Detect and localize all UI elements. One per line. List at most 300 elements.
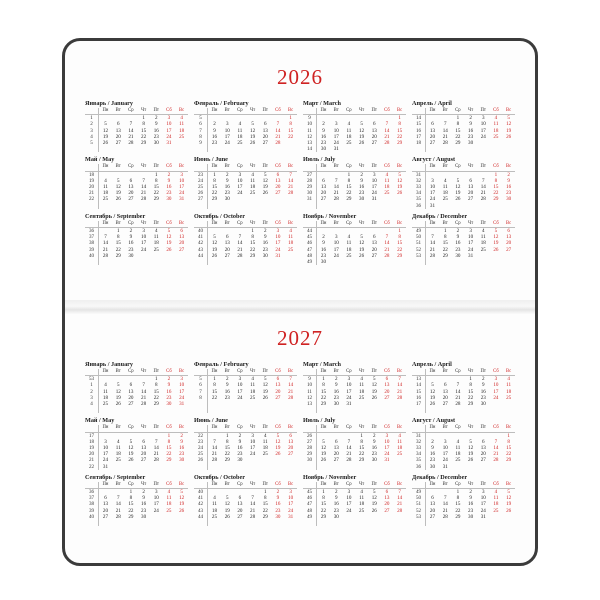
day-cell[interactable]: 17 — [224, 133, 230, 140]
day-cell[interactable]: 4 — [398, 432, 401, 439]
day-cell[interactable]: 14 — [333, 184, 339, 191]
day-cell[interactable]: 15 — [288, 127, 294, 134]
day-cell[interactable]: 9 — [322, 127, 325, 134]
day-cell[interactable]: 2 — [180, 432, 183, 439]
day-cell[interactable]: 13 — [429, 501, 436, 508]
day-cell[interactable]: 11 — [115, 445, 121, 452]
day-cell[interactable]: 8 — [251, 234, 254, 241]
day-cell[interactable]: 11 — [442, 184, 448, 191]
day-cell[interactable]: 17 — [429, 190, 436, 197]
day-cell[interactable]: 22 — [455, 507, 461, 514]
day-cell[interactable]: 15 — [468, 388, 474, 395]
day-cell[interactable]: 16 — [153, 127, 159, 134]
day-cell[interactable]: 6 — [372, 234, 376, 241]
day-cell[interactable]: 21 — [275, 133, 281, 140]
day-cell[interactable]: 17 — [141, 240, 147, 247]
day-cell[interactable]: 29 — [128, 513, 134, 520]
day-cell[interactable]: 4 — [251, 376, 254, 383]
day-cell[interactable]: 1 — [289, 115, 292, 122]
day-cell[interactable]: 18 — [166, 501, 172, 508]
day-cell[interactable]: 23 — [224, 394, 230, 401]
day-cell[interactable]: 3 — [481, 115, 485, 122]
day-cell[interactable]: 29 — [262, 513, 268, 520]
day-cell[interactable]: 15 — [320, 501, 327, 508]
day-cell[interactable]: 14 — [211, 445, 218, 452]
day-cell[interactable]: 29 — [250, 252, 256, 259]
day-cell[interactable]: 29 — [141, 140, 147, 147]
day-cell[interactable]: 4 — [443, 177, 447, 184]
day-cell[interactable]: 21 — [480, 190, 486, 197]
day-cell[interactable]: 20 — [333, 451, 339, 458]
day-cell[interactable]: 26 — [275, 451, 281, 458]
day-cell[interactable]: 16 — [224, 184, 230, 191]
day-cell[interactable]: 6 — [385, 376, 389, 383]
day-cell[interactable]: 6 — [225, 234, 229, 241]
day-cell[interactable]: 25 — [384, 190, 390, 197]
day-cell[interactable]: 28 — [275, 140, 281, 147]
day-cell[interactable]: 28 — [141, 196, 147, 203]
day-cell[interactable]: 8 — [507, 438, 510, 445]
day-cell[interactable]: 22 — [153, 190, 159, 197]
day-cell[interactable]: 26 — [115, 401, 121, 408]
day-cell[interactable]: 27 — [442, 401, 448, 408]
day-cell[interactable]: 11 — [346, 240, 352, 247]
day-cell[interactable]: 16 — [333, 388, 339, 395]
day-cell[interactable]: 2 — [469, 489, 472, 496]
day-cell[interactable]: 9 — [360, 177, 363, 184]
day-cell[interactable]: 6 — [276, 171, 280, 178]
day-cell[interactable]: 21 — [397, 388, 403, 395]
day-cell[interactable]: 5 — [116, 177, 120, 184]
day-cell[interactable]: 28 — [480, 196, 486, 203]
day-cell[interactable]: 27 — [141, 457, 147, 464]
day-cell[interactable]: 6 — [276, 376, 280, 383]
day-cell[interactable]: 27 — [429, 513, 436, 520]
day-cell[interactable]: 30 — [480, 401, 486, 408]
day-cell[interactable]: 28 — [442, 140, 448, 147]
day-cell[interactable]: 25 — [397, 451, 403, 458]
day-cell[interactable]: 8 — [398, 234, 401, 241]
day-cell[interactable]: 1 — [469, 376, 472, 383]
day-cell[interactable]: 20 — [128, 190, 134, 197]
day-cell[interactable]: 13 — [468, 184, 474, 191]
day-cell[interactable]: 6 — [469, 177, 472, 184]
day-cell[interactable]: 3 — [276, 228, 280, 235]
day-cell[interactable]: 23 — [237, 451, 243, 458]
day-cell[interactable]: 2 — [263, 228, 267, 235]
day-cell[interactable]: 9 — [334, 382, 338, 389]
day-cell[interactable]: 30 — [333, 401, 339, 408]
day-cell[interactable]: 10 — [468, 234, 474, 241]
day-cell[interactable]: 15 — [141, 127, 147, 134]
day-cell[interactable]: 16 — [333, 501, 339, 508]
day-cell[interactable]: 28 — [288, 394, 294, 401]
day-cell[interactable]: 4 — [238, 121, 242, 128]
day-cell[interactable]: 17 — [237, 184, 243, 191]
day-cell[interactable]: 10 — [493, 382, 499, 389]
day-cell[interactable]: 13 — [384, 382, 390, 389]
day-cell[interactable]: 1 — [398, 228, 401, 235]
day-cell[interactable]: 29 — [166, 457, 172, 464]
day-cell[interactable]: 8 — [154, 382, 158, 389]
day-cell[interactable]: 1 — [116, 228, 120, 235]
day-cell[interactable]: 16 — [320, 246, 327, 253]
day-cell[interactable]: 14 — [384, 127, 390, 134]
day-cell[interactable]: 6 — [507, 228, 510, 235]
day-cell[interactable]: 7 — [154, 438, 158, 445]
day-cell[interactable]: 5 — [431, 382, 434, 389]
day-cell[interactable]: 5 — [263, 376, 267, 383]
day-cell[interactable]: 27 — [384, 507, 390, 514]
day-cell[interactable]: 15 — [397, 240, 403, 247]
day-cell[interactable]: 4 — [104, 177, 107, 184]
day-cell[interactable]: 8 — [225, 438, 229, 445]
day-cell[interactable]: 1 — [398, 115, 401, 122]
day-cell[interactable]: 2 — [129, 228, 133, 235]
day-cell[interactable]: 19 — [262, 388, 268, 395]
day-cell[interactable]: 18 — [455, 451, 461, 458]
day-cell[interactable]: 7 — [494, 438, 498, 445]
day-cell[interactable]: 23 — [455, 246, 461, 253]
day-cell[interactable]: 24 — [493, 394, 499, 401]
day-cell[interactable]: 17 — [333, 133, 339, 140]
day-cell[interactable]: 21 — [346, 451, 352, 458]
day-cell[interactable]: 28 — [237, 252, 243, 259]
day-cell[interactable]: 10 — [333, 127, 339, 134]
day-cell[interactable]: 11 — [359, 382, 365, 389]
day-cell[interactable]: 3 — [225, 121, 229, 128]
day-cell[interactable]: 2 — [225, 376, 229, 383]
day-cell[interactable]: 5 — [372, 489, 376, 496]
day-cell[interactable]: 17 — [480, 501, 486, 508]
day-cell[interactable]: 21 — [429, 246, 436, 253]
day-cell[interactable]: 16 — [320, 133, 327, 140]
day-cell[interactable]: 26 — [371, 507, 377, 514]
day-cell[interactable]: 4 — [507, 376, 510, 383]
day-cell[interactable]: 4 — [360, 489, 363, 496]
day-cell[interactable]: 25 — [506, 394, 512, 401]
day-cell[interactable]: 18 — [359, 501, 365, 508]
day-cell[interactable]: 30 — [320, 146, 327, 153]
day-cell[interactable]: 22 — [262, 507, 268, 514]
day-cell[interactable]: 31 — [166, 140, 172, 147]
day-cell[interactable]: 13 — [275, 382, 281, 389]
day-cell[interactable]: 31 — [468, 252, 474, 259]
day-cell[interactable]: 15 — [128, 501, 134, 508]
day-cell[interactable]: 12 — [506, 121, 512, 128]
day-cell[interactable]: 14 — [346, 445, 352, 452]
day-cell[interactable]: 8 — [360, 438, 363, 445]
day-cell[interactable]: 28 — [128, 140, 134, 147]
day-cell[interactable]: 20 — [371, 133, 377, 140]
day-cell[interactable]: 19 — [359, 133, 365, 140]
day-cell[interactable]: 26 — [250, 140, 256, 147]
day-cell[interactable]: 14 — [397, 495, 403, 502]
day-cell[interactable]: 3 — [469, 228, 472, 235]
day-cell[interactable]: 16 — [429, 451, 436, 458]
day-cell[interactable]: 18 — [359, 388, 365, 395]
day-cell[interactable]: 17 — [237, 388, 243, 395]
day-cell[interactable]: 3 — [167, 115, 171, 122]
day-cell[interactable]: 20 — [224, 246, 230, 253]
day-cell[interactable]: 14 — [493, 445, 499, 452]
day-cell[interactable]: 24 — [275, 246, 281, 253]
day-cell[interactable]: 5 — [398, 171, 401, 178]
day-cell[interactable]: 3 — [443, 438, 447, 445]
day-cell[interactable]: 10 — [346, 382, 352, 389]
day-cell[interactable]: 6 — [372, 121, 376, 128]
day-cell[interactable]: 17 — [250, 445, 256, 452]
day-cell[interactable]: 19 — [506, 501, 512, 508]
day-cell[interactable]: 7 — [443, 121, 447, 128]
day-cell[interactable]: 21 — [397, 501, 403, 508]
day-cell[interactable]: 18 — [211, 507, 218, 514]
day-cell[interactable]: 6 — [431, 495, 434, 502]
day-cell[interactable]: 11 — [262, 438, 268, 445]
day-cell[interactable]: 1 — [456, 489, 460, 496]
day-cell[interactable]: 5 — [322, 438, 325, 445]
day-cell[interactable]: 26 — [397, 190, 403, 197]
day-cell[interactable]: 21 — [102, 246, 109, 253]
day-cell[interactable]: 22 — [397, 246, 403, 253]
day-cell[interactable]: 21 — [237, 246, 243, 253]
day-cell[interactable]: 7 — [276, 121, 280, 128]
day-cell[interactable]: 15 — [359, 445, 365, 452]
day-cell[interactable]: 12 — [102, 127, 109, 134]
day-cell[interactable]: 1 — [347, 171, 351, 178]
day-cell[interactable]: 2 — [276, 489, 280, 496]
day-cell[interactable]: 8 — [347, 177, 351, 184]
day-cell[interactable]: 18 — [506, 388, 512, 395]
day-cell[interactable]: 15 — [455, 501, 461, 508]
day-cell[interactable]: 25 — [102, 401, 109, 408]
day-cell[interactable]: 21 — [333, 190, 339, 197]
day-cell[interactable]: 9 — [507, 177, 510, 184]
day-cell[interactable]: 23 — [320, 252, 327, 259]
day-cell[interactable]: 28 — [384, 252, 390, 259]
day-cell[interactable]: 17 — [153, 501, 159, 508]
day-cell[interactable]: 4 — [385, 171, 389, 178]
day-cell[interactable]: 26 — [468, 457, 474, 464]
day-cell[interactable]: 1 — [154, 376, 158, 383]
day-cell[interactable]: 21 — [455, 394, 461, 401]
day-cell[interactable]: 2 — [372, 432, 376, 439]
day-cell[interactable]: 4 — [167, 489, 171, 496]
day-cell[interactable]: 10 — [179, 382, 185, 389]
day-cell[interactable]: 25 — [493, 507, 499, 514]
day-cell[interactable]: 10 — [288, 495, 294, 502]
day-cell[interactable]: 1 — [225, 432, 229, 439]
day-cell[interactable]: 23 — [153, 133, 159, 140]
day-cell[interactable]: 9 — [167, 382, 171, 389]
day-cell[interactable]: 18 — [493, 501, 499, 508]
day-cell[interactable]: 4 — [213, 495, 216, 502]
day-cell[interactable]: 19 — [359, 246, 365, 253]
day-cell[interactable]: 11 — [506, 382, 512, 389]
day-cell[interactable]: 1 — [213, 171, 216, 178]
day-cell[interactable]: 12 — [262, 382, 268, 389]
day-cell[interactable]: 19 — [115, 190, 121, 197]
day-cell[interactable]: 7 — [334, 177, 338, 184]
day-cell[interactable]: 7 — [142, 382, 145, 389]
day-cell[interactable]: 8 — [142, 121, 145, 128]
day-cell[interactable]: 20 — [384, 388, 390, 395]
day-cell[interactable]: 5 — [360, 121, 363, 128]
day-cell[interactable]: 20 — [179, 240, 185, 247]
day-cell[interactable]: 24 — [346, 507, 352, 514]
day-cell[interactable]: 12 — [166, 234, 172, 241]
day-cell[interactable]: 5 — [116, 382, 120, 389]
day-cell[interactable]: 25 — [166, 507, 172, 514]
day-cell[interactable]: 5 — [251, 121, 254, 128]
day-cell[interactable]: 26 — [179, 507, 185, 514]
day-cell[interactable]: 4 — [104, 382, 107, 389]
day-cell[interactable]: 8 — [443, 234, 447, 241]
day-cell[interactable]: 7 — [104, 234, 107, 241]
day-cell[interactable]: 25 — [250, 394, 256, 401]
day-cell[interactable]: 14 — [442, 127, 448, 134]
day-cell[interactable]: 19 — [224, 507, 230, 514]
day-cell[interactable]: 7 — [481, 177, 485, 184]
day-cell[interactable]: 6 — [116, 121, 120, 128]
day-cell[interactable]: 12 — [211, 240, 218, 247]
day-cell[interactable]: 13 — [115, 127, 121, 134]
day-cell[interactable]: 12 — [250, 127, 256, 134]
day-cell[interactable]: 21 — [141, 190, 147, 197]
day-cell[interactable]: 5 — [263, 171, 267, 178]
day-cell[interactable]: 24 — [346, 394, 352, 401]
day-cell[interactable]: 2 — [238, 432, 242, 439]
day-cell[interactable]: 17 — [480, 127, 486, 134]
day-cell[interactable]: 11 — [384, 177, 390, 184]
day-cell[interactable]: 1 — [443, 228, 447, 235]
day-cell[interactable]: 28 — [102, 252, 109, 259]
day-cell[interactable]: 18 — [115, 451, 121, 458]
day-cell[interactable]: 15 — [320, 388, 327, 395]
day-cell[interactable]: 28 — [115, 513, 121, 520]
day-cell[interactable]: 12 — [371, 382, 377, 389]
day-cell[interactable]: 13 — [275, 177, 281, 184]
day-cell[interactable]: 13 — [429, 127, 436, 134]
day-cell[interactable]: 25 — [115, 457, 121, 464]
day-cell[interactable]: 19 — [397, 184, 403, 191]
day-cell[interactable]: 24 — [179, 190, 185, 197]
day-cell[interactable]: 1 — [507, 432, 510, 439]
day-cell[interactable]: 24 — [442, 457, 448, 464]
day-cell[interactable]: 29 — [320, 401, 327, 408]
day-cell[interactable]: 5 — [180, 489, 183, 496]
day-cell[interactable]: 13 — [371, 240, 377, 247]
day-cell[interactable]: 14 — [275, 127, 281, 134]
day-cell[interactable]: 26 — [493, 246, 499, 253]
day-cell[interactable]: 30 — [153, 140, 159, 147]
day-cell[interactable]: 27 — [384, 394, 390, 401]
day-cell[interactable]: 4 — [263, 432, 267, 439]
day-cell[interactable]: 29 — [442, 252, 448, 259]
day-cell[interactable]: 28 — [211, 457, 218, 464]
day-cell[interactable]: 16 — [237, 445, 243, 452]
day-cell[interactable]: 17 — [442, 451, 448, 458]
day-cell[interactable]: 13 — [262, 127, 268, 134]
day-cell[interactable]: 31 — [333, 146, 339, 153]
day-cell[interactable]: 6 — [322, 177, 325, 184]
day-cell[interactable]: 11 — [103, 388, 108, 395]
day-cell[interactable]: 23 — [224, 190, 230, 197]
day-cell[interactable]: 22 — [288, 133, 294, 140]
day-cell[interactable]: 9 — [213, 127, 216, 134]
day-cell[interactable]: 31 — [384, 457, 390, 464]
day-cell[interactable]: 30 — [468, 140, 474, 147]
day-cell[interactable]: 27 — [275, 394, 281, 401]
day-cell[interactable]: 20 — [371, 246, 377, 253]
day-cell[interactable]: 5 — [276, 432, 280, 439]
day-cell[interactable]: 4 — [154, 228, 158, 235]
day-cell[interactable]: 28 — [429, 252, 436, 259]
day-cell[interactable]: 25 — [237, 140, 243, 147]
day-cell[interactable]: 29 — [224, 457, 230, 464]
day-cell[interactable]: 10 — [224, 127, 230, 134]
day-cell[interactable]: 27 — [102, 513, 109, 520]
day-cell[interactable]: 29 — [468, 401, 474, 408]
day-cell[interactable]: 8 — [322, 495, 325, 502]
day-cell[interactable]: 23 — [141, 507, 147, 514]
day-cell[interactable]: 25 — [346, 140, 352, 147]
day-cell[interactable]: 27 — [179, 246, 185, 253]
day-cell[interactable]: 12 — [371, 495, 377, 502]
day-cell[interactable]: 30 — [262, 252, 268, 259]
day-cell[interactable]: 18 — [346, 246, 352, 253]
day-cell[interactable]: 24 — [468, 246, 474, 253]
day-cell[interactable]: 11 — [153, 234, 159, 241]
day-cell[interactable]: 2 — [322, 121, 325, 128]
day-cell[interactable]: 17 — [333, 246, 339, 253]
day-cell[interactable]: 9 — [238, 438, 242, 445]
day-cell[interactable]: 20 — [442, 394, 448, 401]
day-cell[interactable]: 19 — [275, 445, 281, 452]
day-cell[interactable]: 4 — [481, 228, 485, 235]
day-cell[interactable]: 18 — [102, 190, 109, 197]
day-cell[interactable]: 4 — [456, 438, 460, 445]
day-cell[interactable]: 12 — [115, 184, 121, 191]
day-cell[interactable]: 12 — [128, 445, 134, 452]
day-cell[interactable]: 25 — [442, 196, 448, 203]
day-cell[interactable]: 29 — [397, 252, 403, 259]
day-cell[interactable]: 25 — [153, 246, 159, 253]
day-cell[interactable]: 23 — [166, 394, 172, 401]
day-cell[interactable]: 5 — [167, 228, 171, 235]
day-cell[interactable]: 11 — [288, 234, 294, 241]
day-cell[interactable]: 23 — [333, 394, 339, 401]
day-cell[interactable]: 20 — [262, 133, 268, 140]
day-cell[interactable]: 17 — [166, 127, 172, 134]
day-cell[interactable]: 23 — [429, 457, 436, 464]
day-cell[interactable]: 14 — [250, 501, 256, 508]
day-cell[interactable]: 1 — [154, 171, 158, 178]
day-cell[interactable]: 18 — [153, 240, 159, 247]
day-cell[interactable]: 14 — [102, 240, 109, 247]
day-cell[interactable]: 15 — [397, 127, 403, 134]
day-cell[interactable]: 27 — [262, 140, 268, 147]
day-cell[interactable]: 5 — [129, 438, 133, 445]
day-cell[interactable]: 8 — [322, 382, 325, 389]
day-cell[interactable]: 22 — [506, 451, 512, 458]
day-cell[interactable]: 26 — [224, 513, 230, 520]
day-cell[interactable]: 6 — [334, 438, 338, 445]
day-cell[interactable]: 13 — [480, 445, 486, 452]
day-cell[interactable]: 20 — [468, 190, 474, 197]
day-cell[interactable]: 14 — [455, 388, 461, 395]
day-cell[interactable]: 27 — [371, 140, 377, 147]
